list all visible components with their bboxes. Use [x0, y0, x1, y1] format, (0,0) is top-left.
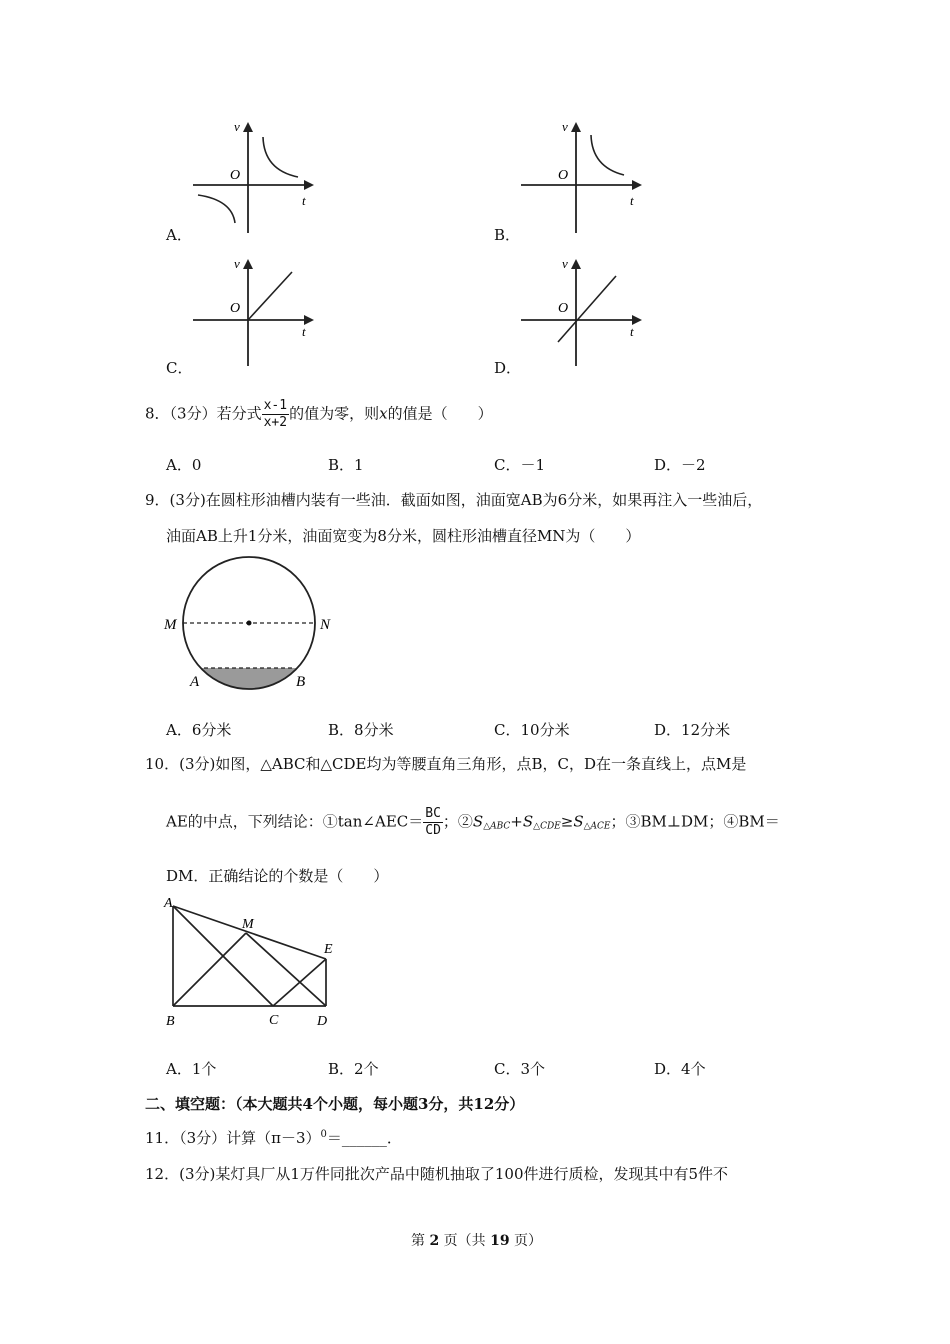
oil-tank-figure: [158, 552, 348, 698]
section-heading: 二、填空题：（本大题共4个小题，每小题3分，共12分）: [145, 1095, 525, 1113]
v-label: v: [234, 256, 240, 271]
page-footer: 第 2 页（共 19 页）: [411, 1233, 543, 1249]
question-12: 12．(3分)某灯具厂从1万件同批次产品中随机抽取了100件进行质检，发现其中有5件不: [145, 1165, 729, 1183]
label-m: M: [242, 917, 254, 932]
question-9-line2: 油面AB上升1分米，油面宽变为8分米，圆柱形油槽直径MN为（ ）: [166, 527, 641, 545]
label-c: C: [269, 1013, 279, 1028]
label-n: N: [320, 617, 331, 633]
label-b: B: [296, 674, 306, 690]
graph-b: [516, 115, 651, 240]
v-label: v: [234, 119, 240, 134]
origin-label: O: [230, 301, 241, 316]
label-e: E: [324, 942, 333, 957]
option-label-c: C．: [166, 359, 193, 377]
q9-option-b: B．8分米: [328, 721, 394, 739]
t-label: t: [630, 193, 634, 208]
origin-label: O: [558, 301, 569, 316]
q10-option-d: D．4个: [654, 1060, 706, 1078]
label-a: A: [190, 674, 200, 690]
q10-option-a: A．1个: [166, 1060, 217, 1078]
v-label: v: [562, 256, 568, 271]
t-label: t: [630, 324, 634, 339]
question-11: 11．（3分）计算$(\pi-3)^0=\_\_\_\_\_\_$．: [145, 1129, 402, 1147]
option-label-d: D．: [494, 359, 522, 377]
question-10-line2: AE的中点，下列结论：①tan∠AEC＝ $\frac{BC}{CD}$ ；$②S_{\triangle ABC}+S_{\triangle CDE}\ge S_{\triangle ACE}$；③BM⊥DM；④BM＝: [166, 806, 780, 838]
triangle-figure: [160, 892, 345, 1032]
question-8: 8．（3分）若分式 $\frac{x-1}{x+2}$ 的值为零，则x的值是（ ）: [145, 398, 493, 430]
q9-option-c: C．10分米: [494, 721, 570, 739]
origin-label: O: [230, 168, 241, 183]
label-d: D: [317, 1014, 328, 1029]
fraction: $\frac{x-1}{x+2}$: [263, 398, 288, 430]
graph-c: [188, 252, 323, 370]
label-m: M: [164, 617, 177, 633]
t-label: t: [302, 324, 306, 339]
oil-region: [158, 668, 348, 698]
graph-a: [188, 115, 323, 240]
q8-option-d: D．－2: [654, 456, 706, 474]
label-b: B: [166, 1014, 175, 1029]
label-a: A: [164, 896, 173, 911]
q9-option-a: A．6分米: [166, 721, 232, 739]
origin-label: O: [558, 168, 569, 183]
q9-option-d: D．12分米: [654, 721, 731, 739]
question-10-line3: DM．正确结论的个数是（ ）: [166, 867, 389, 885]
option-label-a: A．: [166, 226, 192, 244]
question-9-line1: 9．(3分)在圆柱形油槽内装有一些油．截面如图，油面宽AB为6分米，如果再注入一些油后，: [145, 491, 763, 509]
v-label: v: [562, 119, 568, 134]
q8-option-a: A．0: [166, 456, 202, 474]
question-10-line1: 10．(3分)如图，△ABC和△CDE均为等腰直角三角形，点B，C，D在一条直线上，点M是: [145, 755, 747, 773]
q10-option-c: C．3个: [494, 1060, 546, 1078]
graph-d: [516, 252, 651, 370]
option-label-b: B．: [494, 226, 521, 244]
q8-option-b: B．1: [328, 456, 364, 474]
fraction: $\frac{BC}{CD}$: [425, 806, 441, 838]
t-label: t: [302, 193, 306, 208]
q8-option-c: C．－1: [494, 456, 546, 474]
q10-option-b: B．2个: [328, 1060, 379, 1078]
